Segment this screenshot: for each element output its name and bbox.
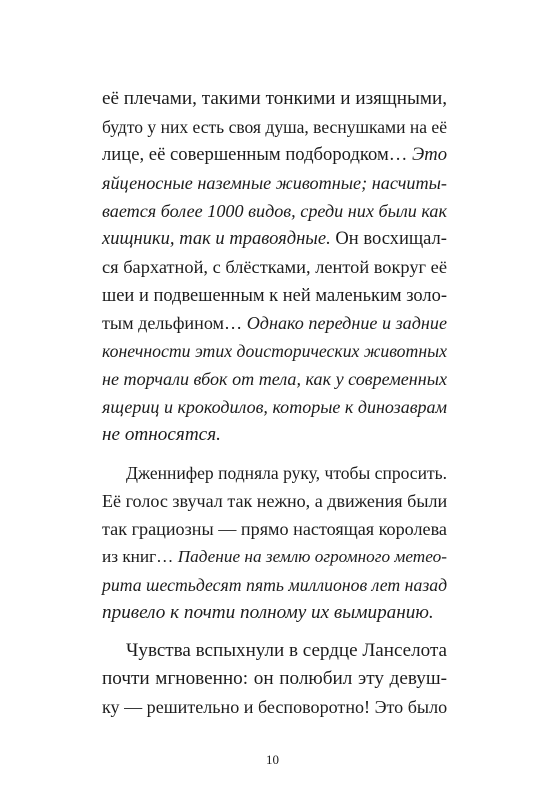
text-line: шеи и подвешенным к ней маленьким золо- xyxy=(102,285,447,305)
page-number: 10 xyxy=(266,752,279,767)
text-line: почти мгновенно: он полюбил эту девуш- xyxy=(102,668,447,689)
text-line: рита шестьдесят пять миллионов лет назад xyxy=(102,575,448,595)
text-line: ку — решительно и бесповоротно! Это было xyxy=(102,697,448,717)
text-line: лице, её совершенным подбородком… Это xyxy=(102,144,448,165)
text-line: вается более 1000 видов, среди них были как xyxy=(102,201,447,221)
text-line: не относятся. xyxy=(102,424,221,445)
paragraph-gap xyxy=(102,449,447,459)
text-line: привело к почти полному их вымиранию. xyxy=(102,602,434,623)
text-line: Дженнифер подняла руку, чтобы спросить. xyxy=(126,463,447,483)
text-line: из книг… Падение на землю огромного метео- xyxy=(102,547,447,566)
text-line: яйценосные наземные животные; насчиты- xyxy=(102,173,447,193)
body-text xyxy=(102,85,447,721)
text-line: хищники, так и травоядные. Он восхищал- xyxy=(102,228,447,249)
text-line: Её голос звучал так нежно, а движения были xyxy=(102,491,448,511)
text-line: не торчали вбок от тела, как у современных xyxy=(102,369,447,389)
text-line: Чувства вспыхнули в сердце Ланселота xyxy=(126,640,447,661)
paragraph-gap xyxy=(102,627,447,637)
text-line: конечности этих доисторических животных xyxy=(102,341,447,361)
text-line: ся бархатной, с блёстками, лентой вокруг её xyxy=(102,257,447,277)
text-line: тым дельфином… Однако передние и задние xyxy=(102,313,447,333)
text-line: так грациозны — прямо настоящая королева xyxy=(102,519,447,539)
text-line: будто у них есть своя душа, веснушками на её xyxy=(102,117,447,137)
text-line: её плечами, такими тонкими и изящными, xyxy=(102,88,447,109)
text-line: ящериц и крокодилов, которые к динозаврам xyxy=(102,397,448,417)
